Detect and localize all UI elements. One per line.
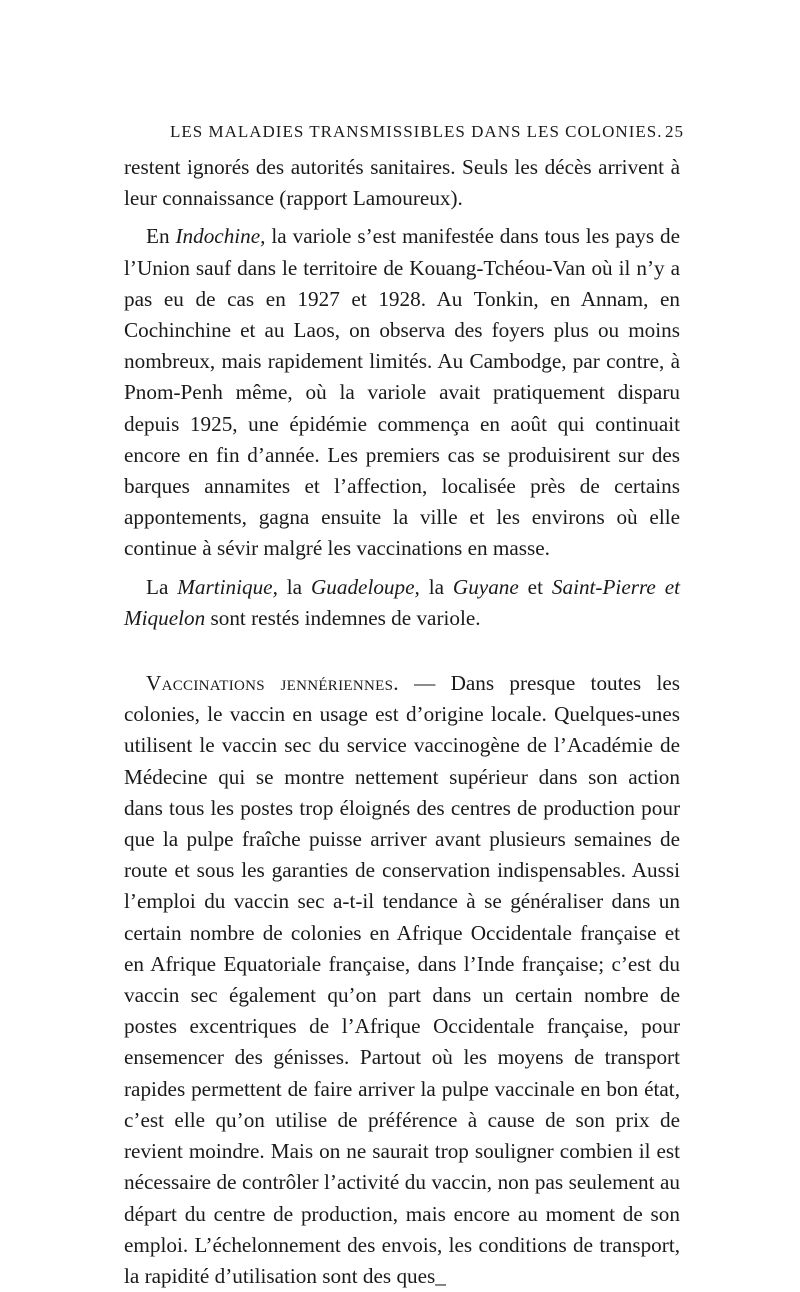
place-guadeloupe: Guadeloupe, xyxy=(310,574,420,599)
paragraph-continuation: restent ignorés des autorités sanitaires. Seuls les décès arrivent à leur connaissance (rapport Lamoureux). xyxy=(124,155,680,211)
vaccinations-text: — Dans presque toutes les colonies, le vaccin en usage est d’origine locale. Quelques-unes utilisent le vaccin sec du service vaccinogène de l’Académie de Médecine qui se montre nettement supérieur dans son action dans tous les postes trop éloignés des centres de production pour que la pulpe fraîche puisse arriver avant plusieurs semaines de route et sous les garanties de conservation indispensables. Aussi l’emploi du vaccin sec a-t-il tendance à se généraliser dans un certain nombre de colonies en Afrique Occidentale française et en Afrique Equatoriale française, dans l’Inde française; c’est du vaccin sec également qu’on part dans un certain nombre de postes excentriques de l’Afrique Occidentale française, pour ensemencer des génisses. Partout où les moyens de transport rapides permettent de faire arriver la pulpe vaccinale en bon état, c’est elle qu’on utilise de préférence à cause de son prix de revient moindre. Mais on ne saurait trop souligner combien il est nécessaire de contrôler l’activité du vaccin, non pas seulement au départ du centre de production, mais encore au moment de son emploi. L’échelonnement des envois, les conditions de transport, la rapidité d’utilisation sont des ques_ xyxy=(124,671,680,1288)
place-saint-pierre-miquelon: Saint-Pierre et Miquelon xyxy=(124,574,681,630)
indochine-lead: En xyxy=(146,224,176,249)
running-title: LES MALADIES TRANSMISSIBLES DANS LES COLONIES. xyxy=(170,122,663,141)
body-text xyxy=(124,152,680,1292)
paragraph-indochine xyxy=(124,221,680,564)
section-heading: Vaccinations jennériennes. xyxy=(146,671,399,696)
text-run: La xyxy=(146,574,178,599)
text-run: et xyxy=(518,574,552,599)
place-indochine: Indochine, xyxy=(175,224,266,249)
page-number: 25 xyxy=(665,122,684,141)
running-header xyxy=(170,122,684,142)
place-martinique: Martinique, xyxy=(177,574,278,599)
place-guyane: Guyane xyxy=(452,574,519,599)
indochine-text: la variole s’est manifestée dans tous les pays de l’Union sauf dans le territoire de Kouang-Tchéou-Van où il n’y a pas eu de cas en 1927 et 1928. Au Tonkin, en Annam, en Cochinchine et au Laos, on observa des foyers plus ou moins nombreux, mais rapidement limités. Au Cambodge, par contre, à Pnom-Penh même, où la variole avait pratiquement disparu depuis 1925, une épidémie commença en août qui continuait encore en fin d’année. Les premiers cas se produisirent sur des barques annamites et l’affection, localisée près de certains appontements, gagna ensuite la ville et les environs où elle continue à sévir malgré les vaccinations en masse. xyxy=(124,224,680,561)
text-run: la xyxy=(419,574,453,599)
paragraph-vaccinations xyxy=(124,668,680,1292)
text-run: la xyxy=(277,574,311,599)
text-run: sont restés indemnes de variole. xyxy=(205,605,481,630)
paragraph-colonies-indemnes xyxy=(124,572,680,634)
